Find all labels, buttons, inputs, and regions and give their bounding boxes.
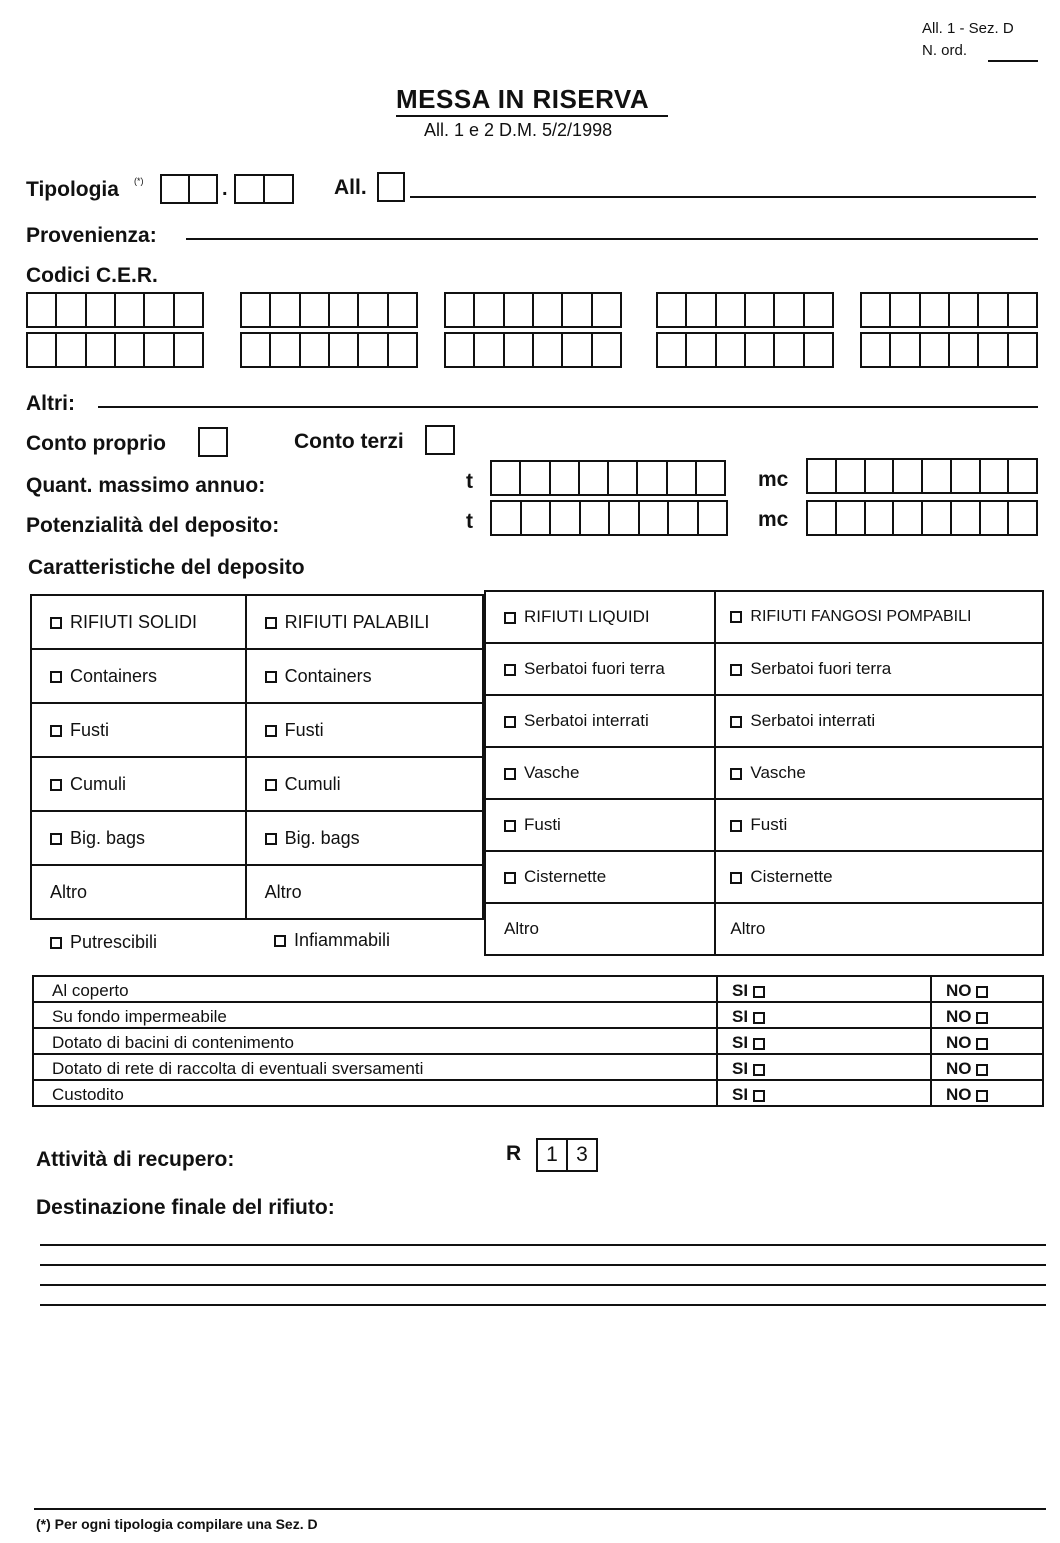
provenienza-field[interactable] bbox=[186, 238, 1038, 240]
deposit-label: Fusti bbox=[750, 815, 788, 834]
deposit-cell[interactable] bbox=[715, 695, 1043, 747]
checkbox-icon[interactable] bbox=[730, 872, 742, 884]
no-option[interactable] bbox=[931, 1080, 1043, 1106]
cer-code-field[interactable] bbox=[444, 292, 622, 328]
footnote-divider bbox=[34, 1508, 1046, 1510]
deposit-cell[interactable] bbox=[31, 757, 246, 811]
checkbox-icon[interactable] bbox=[50, 617, 62, 629]
cer-code-field[interactable] bbox=[656, 292, 834, 328]
si-label: SI bbox=[732, 981, 749, 1000]
deposit-cell[interactable] bbox=[246, 811, 483, 865]
deposit-cell[interactable] bbox=[715, 643, 1043, 695]
cer-digit-cell[interactable] bbox=[446, 294, 473, 326]
deposit-label: Big. bags bbox=[284, 827, 360, 848]
recupero-code-field[interactable] bbox=[536, 1138, 598, 1172]
cer-code-field[interactable] bbox=[26, 292, 204, 328]
cer-digit-cell[interactable] bbox=[242, 334, 269, 366]
potenz-mc-field[interactable] bbox=[806, 500, 1038, 536]
all-field[interactable] bbox=[377, 172, 405, 202]
checkbox-icon[interactable] bbox=[504, 820, 516, 832]
no-option[interactable] bbox=[931, 1028, 1043, 1054]
cer-digit-cell[interactable] bbox=[773, 334, 802, 366]
deposit-label: Fusti bbox=[284, 719, 324, 740]
deposit-label: Big. bags bbox=[70, 827, 146, 848]
deposit-table-right bbox=[484, 590, 1044, 956]
checkbox-icon[interactable] bbox=[976, 1038, 988, 1050]
checkbox-icon[interactable] bbox=[265, 617, 277, 629]
deposit-label: Cisternette bbox=[524, 867, 607, 886]
cer-digit-cell[interactable] bbox=[299, 294, 328, 326]
deposit-label: Vasche bbox=[524, 763, 580, 782]
yes-no-table bbox=[32, 975, 1044, 1107]
putrescibili-option[interactable] bbox=[50, 932, 157, 953]
cer-digit-cell[interactable] bbox=[803, 334, 832, 366]
cer-digit-cell[interactable] bbox=[242, 294, 269, 326]
recupero-digit: 1 bbox=[538, 1140, 568, 1170]
cer-digit-cell[interactable] bbox=[328, 294, 357, 326]
deposit-cell[interactable] bbox=[715, 799, 1043, 851]
recupero-label: Attività di recupero: bbox=[36, 1148, 235, 1171]
checkbox-icon[interactable] bbox=[504, 768, 516, 780]
cer-digit-cell[interactable] bbox=[269, 334, 298, 366]
deposit-label: Serbatoi interrati bbox=[750, 711, 876, 730]
deposit-label: RIFIUTI LIQUIDI bbox=[524, 607, 650, 626]
si-option[interactable] bbox=[717, 976, 931, 1002]
cer-code-field[interactable] bbox=[444, 332, 622, 368]
checkbox-icon[interactable] bbox=[753, 1064, 765, 1076]
all-text-line[interactable] bbox=[410, 196, 1036, 198]
no-label: NO bbox=[946, 1033, 972, 1052]
no-option[interactable] bbox=[931, 1054, 1043, 1080]
si-label: SI bbox=[732, 1033, 749, 1052]
tipologia-note: (*) bbox=[134, 176, 144, 186]
deposit-label: RIFIUTI FANGOSI POMPABILI bbox=[750, 608, 972, 625]
cer-digit-cell[interactable] bbox=[328, 334, 357, 366]
checkbox-icon[interactable] bbox=[50, 725, 62, 737]
deposit-cell[interactable] bbox=[485, 851, 715, 903]
cer-digit-cell[interactable] bbox=[862, 334, 889, 366]
cer-digit-cell[interactable] bbox=[889, 334, 918, 366]
cer-digit-cell[interactable] bbox=[473, 334, 502, 366]
cer-digit-cell[interactable] bbox=[889, 294, 918, 326]
potenz-label: Potenzialità del deposito: bbox=[26, 514, 280, 537]
checkbox-icon[interactable] bbox=[50, 833, 62, 845]
quant-mc-unit: mc bbox=[758, 468, 789, 491]
si-option[interactable] bbox=[717, 1054, 931, 1080]
cer-digit-cell[interactable] bbox=[715, 334, 744, 366]
page-title: MESSA IN RISERVA bbox=[396, 84, 650, 114]
cer-digit-cell[interactable] bbox=[591, 294, 620, 326]
potenz-t-field[interactable] bbox=[490, 500, 728, 536]
deposit-altro-cell[interactable] bbox=[485, 903, 715, 955]
cer-digit-cell[interactable] bbox=[1007, 334, 1036, 366]
deposit-label: Serbatoi interrati bbox=[524, 711, 649, 730]
cer-digit-cell[interactable] bbox=[561, 294, 590, 326]
checkbox-icon[interactable] bbox=[504, 872, 516, 884]
quant-mc-field[interactable] bbox=[806, 458, 1038, 494]
putrescibili-label: Putrescibili bbox=[70, 932, 158, 952]
checkbox-icon[interactable] bbox=[504, 716, 516, 728]
cer-digit-cell[interactable] bbox=[446, 334, 473, 366]
checkbox-icon[interactable] bbox=[265, 779, 277, 791]
quant-t-unit: t bbox=[466, 470, 473, 493]
tipologia-field-b[interactable] bbox=[234, 174, 294, 204]
no-option[interactable] bbox=[931, 976, 1043, 1002]
cer-digit-cell[interactable] bbox=[28, 334, 55, 366]
cer-digit-cell[interactable] bbox=[919, 334, 948, 366]
cer-digit-cell[interactable] bbox=[685, 334, 714, 366]
cer-digit-cell[interactable] bbox=[357, 294, 386, 326]
cer-digit-cell[interactable] bbox=[862, 294, 889, 326]
deposit-label: Serbatoi fuori terra bbox=[524, 659, 665, 678]
cer-code-field[interactable] bbox=[26, 332, 204, 368]
cer-code-field[interactable] bbox=[240, 332, 418, 368]
cer-digit-cell[interactable] bbox=[173, 294, 202, 326]
checkbox-icon[interactable] bbox=[265, 671, 277, 683]
destinazione-line-1[interactable] bbox=[40, 1244, 1046, 1246]
recupero-digit: 3 bbox=[576, 1143, 588, 1166]
cer-digit-cell[interactable] bbox=[532, 294, 561, 326]
no-label: NO bbox=[946, 1007, 972, 1026]
checkbox-icon[interactable] bbox=[753, 1090, 765, 1102]
tipologia-field-a[interactable] bbox=[160, 174, 218, 204]
cer-digit-cell[interactable] bbox=[85, 294, 114, 326]
deposit-cell[interactable] bbox=[715, 851, 1043, 903]
si-option[interactable] bbox=[717, 1002, 931, 1028]
cer-digit-cell[interactable] bbox=[503, 294, 532, 326]
cer-digit-cell[interactable] bbox=[269, 294, 298, 326]
potenz-mc-unit: mc bbox=[758, 508, 789, 531]
deposit-label: Altro bbox=[264, 881, 302, 902]
yn-question: Al coperto bbox=[33, 976, 717, 1002]
deposit-cell[interactable] bbox=[485, 747, 715, 799]
deposit-altro-cell[interactable] bbox=[31, 865, 246, 919]
cer-digit-cell[interactable] bbox=[1007, 294, 1036, 326]
cer-digit-cell[interactable] bbox=[977, 334, 1006, 366]
tipologia-label: Tipologia bbox=[26, 178, 119, 201]
checkbox-icon[interactable] bbox=[504, 664, 516, 676]
cer-digit-cell[interactable] bbox=[532, 334, 561, 366]
cer-digit-cell[interactable] bbox=[948, 334, 977, 366]
deposit-cell[interactable] bbox=[485, 643, 715, 695]
deposit-label: Containers bbox=[70, 665, 158, 686]
cer-digit-cell[interactable] bbox=[173, 334, 202, 366]
destinazione-line-3[interactable] bbox=[40, 1284, 1046, 1286]
provenienza-label: Provenienza: bbox=[26, 224, 157, 247]
nord-label: N. ord. bbox=[922, 42, 968, 59]
nord-field[interactable] bbox=[988, 60, 1038, 62]
recupero-prefix: R bbox=[506, 1142, 522, 1165]
cer-digit-cell[interactable] bbox=[28, 294, 55, 326]
conto-proprio-checkbox[interactable] bbox=[198, 427, 228, 457]
checkbox-icon[interactable] bbox=[976, 1064, 988, 1076]
deposit-label: RIFIUTI PALABILI bbox=[284, 611, 430, 632]
cer-digit-cell[interactable] bbox=[977, 294, 1006, 326]
deposit-cell[interactable] bbox=[485, 591, 715, 643]
checkbox-icon[interactable] bbox=[274, 935, 286, 947]
section-ref: All. 1 - Sez. D bbox=[922, 20, 1014, 37]
cer-digit-cell[interactable] bbox=[919, 294, 948, 326]
deposit-label: Cumuli bbox=[70, 773, 127, 794]
checkbox-icon[interactable] bbox=[504, 612, 516, 624]
cer-digit-cell[interactable] bbox=[948, 294, 977, 326]
cer-digit-cell[interactable] bbox=[299, 334, 328, 366]
checkbox-icon[interactable] bbox=[50, 779, 62, 791]
checkbox-icon[interactable] bbox=[753, 986, 765, 998]
yn-question: Su fondo impermeabile bbox=[33, 1002, 717, 1028]
deposit-label: Serbatoi fuori terra bbox=[750, 659, 892, 678]
tipologia-separator: . bbox=[222, 178, 228, 200]
deposit-cell[interactable] bbox=[31, 811, 246, 865]
checkbox-icon[interactable] bbox=[730, 820, 742, 832]
checkbox-icon[interactable] bbox=[753, 1038, 765, 1050]
deposit-label: Cisternette bbox=[750, 867, 833, 886]
cer-digit-cell[interactable] bbox=[143, 334, 172, 366]
checkbox-icon[interactable] bbox=[50, 937, 62, 949]
no-option[interactable] bbox=[931, 1002, 1043, 1028]
cer-digit-cell[interactable] bbox=[744, 294, 773, 326]
deposit-cell[interactable] bbox=[246, 649, 483, 703]
cer-digit-cell[interactable] bbox=[744, 334, 773, 366]
cer-digit-cell[interactable] bbox=[473, 294, 502, 326]
altri-label: Altri: bbox=[26, 392, 75, 415]
quant-label: Quant. massimo annuo: bbox=[26, 474, 266, 497]
title-underline bbox=[396, 115, 668, 117]
yn-question: Custodito bbox=[33, 1080, 717, 1106]
checkbox-icon[interactable] bbox=[730, 768, 742, 780]
deposit-cell[interactable] bbox=[485, 695, 715, 747]
codici-cer-label: Codici C.E.R. bbox=[26, 264, 158, 287]
checkbox-icon[interactable] bbox=[976, 1012, 988, 1024]
cer-digit-cell[interactable] bbox=[658, 334, 685, 366]
cer-digit-cell[interactable] bbox=[55, 334, 84, 366]
cer-digit-cell[interactable] bbox=[387, 334, 416, 366]
checkbox-icon[interactable] bbox=[50, 671, 62, 683]
cer-digit-cell[interactable] bbox=[658, 294, 685, 326]
conto-terzi-label: Conto terzi bbox=[294, 430, 404, 453]
cer-digit-cell[interactable] bbox=[143, 294, 172, 326]
checkbox-icon[interactable] bbox=[265, 833, 277, 845]
cer-digit-cell[interactable] bbox=[85, 334, 114, 366]
deposit-label: Vasche bbox=[750, 763, 806, 782]
footnote: (*) Per ogni tipologia compilare una Sez. D bbox=[36, 1516, 318, 1532]
deposit-cell[interactable] bbox=[246, 703, 483, 757]
cer-code-field[interactable] bbox=[240, 292, 418, 328]
deposit-label: Altro bbox=[50, 881, 88, 902]
deposit-label: Altro bbox=[730, 919, 766, 938]
deposit-cell[interactable] bbox=[31, 649, 246, 703]
checkbox-icon[interactable] bbox=[976, 1090, 988, 1102]
cer-digit-cell[interactable] bbox=[114, 294, 143, 326]
cer-digit-cell[interactable] bbox=[114, 334, 143, 366]
cer-digit-cell[interactable] bbox=[387, 294, 416, 326]
deposit-table-left bbox=[30, 594, 484, 920]
deposit-label: RIFIUTI SOLIDI bbox=[70, 611, 198, 632]
cer-code-field[interactable] bbox=[860, 332, 1038, 368]
deposit-label: Altro bbox=[504, 919, 539, 938]
quant-t-field[interactable] bbox=[490, 460, 726, 496]
deposit-label: Cumuli bbox=[284, 773, 341, 794]
all-label: All. bbox=[334, 176, 367, 199]
page-subtitle: All. 1 e 2 D.M. 5/2/1998 bbox=[424, 120, 613, 140]
deposit-cell[interactable] bbox=[246, 595, 483, 649]
cer-digit-cell[interactable] bbox=[685, 294, 714, 326]
infiammabili-label: Infiammabili bbox=[294, 930, 391, 950]
yn-question: Dotato di rete di raccolta di eventuali sversamenti bbox=[33, 1054, 717, 1080]
cer-digit-cell[interactable] bbox=[715, 294, 744, 326]
deposit-cell[interactable] bbox=[715, 591, 1043, 643]
cer-digit-cell[interactable] bbox=[591, 334, 620, 366]
checkbox-icon[interactable] bbox=[753, 1012, 765, 1024]
si-label: SI bbox=[732, 1059, 749, 1078]
deposit-label: Fusti bbox=[524, 815, 561, 834]
yn-question: Dotato di bacini di contenimento bbox=[33, 1028, 717, 1054]
deposit-altro-cell[interactable] bbox=[715, 903, 1043, 955]
no-label: NO bbox=[946, 1059, 972, 1078]
si-option[interactable] bbox=[717, 1028, 931, 1054]
deposit-cell[interactable] bbox=[485, 799, 715, 851]
infiammabili-option[interactable] bbox=[274, 930, 390, 951]
cer-digit-cell[interactable] bbox=[55, 294, 84, 326]
cer-code-field[interactable] bbox=[860, 292, 1038, 328]
destinazione-line-2[interactable] bbox=[40, 1264, 1046, 1266]
no-label: NO bbox=[946, 981, 972, 1000]
checkbox-icon[interactable] bbox=[265, 725, 277, 737]
cer-code-field[interactable] bbox=[656, 332, 834, 368]
si-label: SI bbox=[732, 1007, 749, 1026]
deposit-label: Fusti bbox=[70, 719, 110, 740]
cer-digit-cell[interactable] bbox=[357, 334, 386, 366]
altri-field[interactable] bbox=[98, 406, 1038, 408]
cer-digit-cell[interactable] bbox=[803, 294, 832, 326]
deposit-altro-cell[interactable] bbox=[246, 865, 483, 919]
checkbox-icon[interactable] bbox=[730, 611, 742, 623]
cer-digit-cell[interactable] bbox=[561, 334, 590, 366]
si-option[interactable] bbox=[717, 1080, 931, 1106]
conto-terzi-checkbox[interactable] bbox=[425, 425, 455, 455]
checkbox-icon[interactable] bbox=[730, 716, 742, 728]
deposit-cell[interactable] bbox=[715, 747, 1043, 799]
caratteristiche-label: Caratteristiche del deposito bbox=[28, 556, 305, 579]
deposit-cell[interactable] bbox=[246, 757, 483, 811]
checkbox-icon[interactable] bbox=[730, 664, 742, 676]
deposit-cell[interactable] bbox=[31, 703, 246, 757]
deposit-cell[interactable] bbox=[31, 595, 246, 649]
potenz-t-unit: t bbox=[466, 510, 473, 533]
conto-proprio-label: Conto proprio bbox=[26, 432, 166, 455]
deposit-label: Containers bbox=[284, 665, 372, 686]
cer-digit-cell[interactable] bbox=[503, 334, 532, 366]
si-label: SI bbox=[732, 1085, 749, 1104]
no-label: NO bbox=[946, 1085, 972, 1104]
checkbox-icon[interactable] bbox=[976, 986, 988, 998]
destinazione-label: Destinazione finale del rifiuto: bbox=[36, 1196, 335, 1219]
cer-digit-cell[interactable] bbox=[773, 294, 802, 326]
destinazione-line-4[interactable] bbox=[40, 1304, 1046, 1306]
